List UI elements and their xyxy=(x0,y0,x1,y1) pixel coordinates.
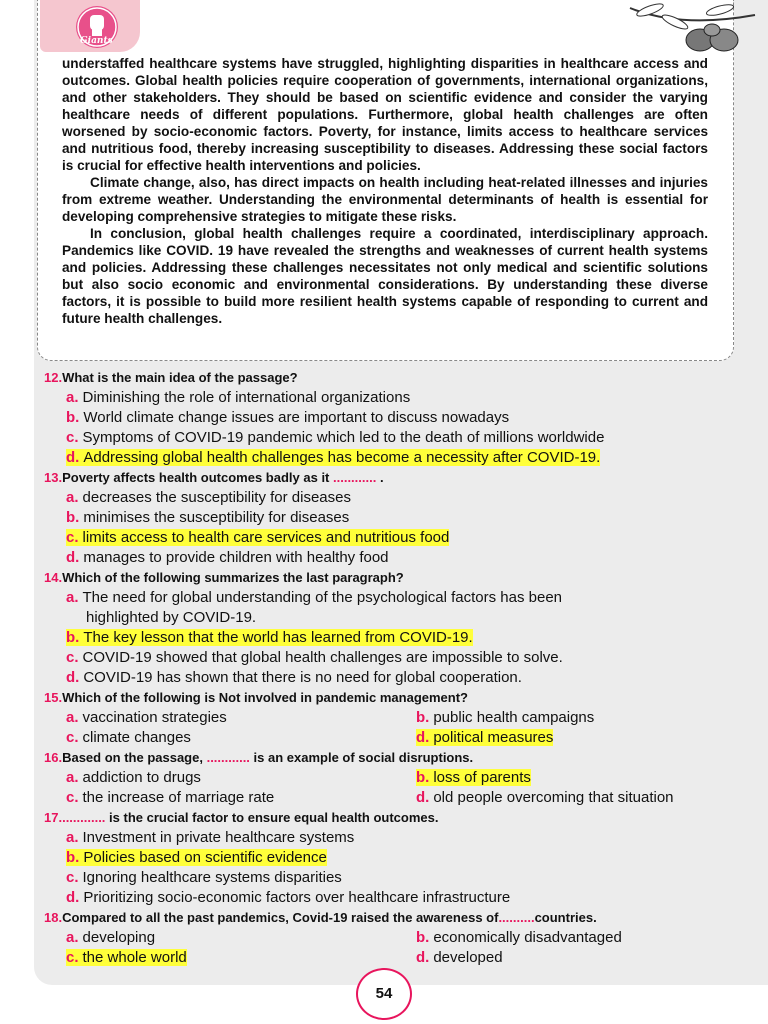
option-text: decreases the susceptibility for diseases xyxy=(82,489,351,506)
answer-option[interactable] xyxy=(394,928,744,948)
option-text: Policies based on scientific evidence xyxy=(83,849,327,866)
answer-option[interactable] xyxy=(394,788,744,808)
question-12 xyxy=(44,368,744,468)
option-text: Ignoring healthcare systems disparities xyxy=(82,869,342,886)
answer-option[interactable] xyxy=(44,448,744,468)
option-letter: a. xyxy=(66,709,79,726)
option-body xyxy=(66,449,600,466)
answer-option[interactable] xyxy=(44,788,394,808)
option-body xyxy=(66,829,354,846)
option-letter: d. xyxy=(66,669,80,686)
answer-option[interactable] xyxy=(44,508,744,528)
question-blank: ............ xyxy=(62,810,106,825)
option-body xyxy=(66,389,410,406)
answer-option[interactable] xyxy=(44,408,744,428)
question-stem xyxy=(44,748,744,768)
option-text: old people overcoming that situation xyxy=(433,789,674,806)
option-text: minimises the susceptibility for diseases xyxy=(83,509,350,526)
answer-option[interactable] xyxy=(44,548,744,568)
option-letter: b. xyxy=(66,849,80,866)
option-letter: a. xyxy=(66,489,79,506)
option-text: the increase of marriage rate xyxy=(82,789,275,806)
option-letter: d. xyxy=(66,549,80,566)
answer-option[interactable] xyxy=(394,728,744,748)
option-letter: d. xyxy=(66,449,80,466)
option-letter: c. xyxy=(66,869,79,886)
option-body xyxy=(66,769,201,786)
question-text-end: is an example of social disruptions. xyxy=(249,750,474,765)
page-number: 54 xyxy=(356,968,412,1020)
answer-option[interactable] xyxy=(394,948,744,968)
question-number: 14. xyxy=(44,570,63,585)
passage-paragraph: understaffed healthcare systems have struggled, highlighting disparities in healthcare access and outcomes. Global health policies require cooperation of governments, international organizations, and other stakeholders. They should be based on scientific evidence and consider the varying healthcare needs of different populations. Furthermore, global health challenges are often worsened by socio-economic factors. Poverty, for instance, limits access to healthcare services and nutritious food, thereby increasing susceptibility to diseases. Addressing these social factors is crucial for effective health interventions and policies. xyxy=(62,56,708,173)
option-row xyxy=(44,948,744,968)
answer-option[interactable] xyxy=(394,768,744,788)
option-row xyxy=(44,768,744,788)
passage-paragraph: In conclusion, global health challenges require a coordinated, interdisciplinary approach. Pandemics like COVID. 19 have revealed the strengths and weaknesses of current health systems and policies. Addressing these challenges necessitates not only medical and scientific solutions but also socio economic and environmental considerations. By understanding these diverse factors, it is possible to build more resilient health systems capable of responding to current and future health challenges. xyxy=(62,226,708,326)
option-row xyxy=(44,788,744,808)
question-15 xyxy=(44,688,744,748)
option-letter: c. xyxy=(66,949,79,966)
option-text: the whole world xyxy=(82,949,187,966)
option-letter: c. xyxy=(66,729,79,746)
option-text: The key lesson that the world has learned from COVID-19. xyxy=(83,629,473,646)
option-letter: a. xyxy=(66,829,79,846)
option-letter: c. xyxy=(66,789,79,806)
option-body xyxy=(66,549,389,566)
answer-option[interactable] xyxy=(44,428,744,448)
answer-option[interactable] xyxy=(44,888,744,908)
option-body xyxy=(66,789,274,806)
option-letter: b. xyxy=(66,629,80,646)
reading-passage xyxy=(62,55,708,327)
option-text: addiction to drugs xyxy=(82,769,201,786)
option-text: World climate change issues are important to discuss nowadays xyxy=(83,409,510,426)
answer-option[interactable] xyxy=(44,768,394,788)
option-text: loss of parents xyxy=(433,769,531,786)
question-stem xyxy=(44,808,744,828)
question-text: What is the main idea of the passage? xyxy=(62,370,298,385)
option-text: Investment in private healthcare systems xyxy=(82,829,355,846)
option-body xyxy=(66,649,563,666)
option-row xyxy=(44,728,744,748)
answer-option[interactable] xyxy=(44,728,394,748)
option-body xyxy=(66,949,187,966)
answer-option[interactable] xyxy=(44,528,744,548)
option-text: developed xyxy=(433,949,503,966)
option-letter: d. xyxy=(416,789,430,806)
option-body xyxy=(66,429,604,446)
option-body xyxy=(66,529,449,546)
option-body xyxy=(66,589,562,606)
option-text: political measures xyxy=(433,729,554,746)
option-text: COVID-19 showed that global health challenges are impossible to solve. xyxy=(82,649,563,666)
option-letter: b. xyxy=(66,409,80,426)
option-text: public health campaigns xyxy=(433,709,595,726)
question-text-end: is the crucial factor to ensure equal health outcomes. xyxy=(105,810,439,825)
option-letter: b. xyxy=(416,709,430,726)
question-number: 15. xyxy=(44,690,63,705)
question-text: Which of the following summarizes the last paragraph? xyxy=(62,570,404,585)
option-letter: c. xyxy=(66,529,79,546)
answer-option[interactable] xyxy=(44,668,744,688)
answer-option[interactable] xyxy=(44,928,394,948)
question-18 xyxy=(44,908,744,968)
answer-option[interactable] xyxy=(44,848,744,868)
question-text: Poverty affects health outcomes badly as it xyxy=(62,470,333,485)
option-body xyxy=(66,869,342,886)
option-text: developing xyxy=(82,929,156,946)
answer-option[interactable] xyxy=(44,488,744,508)
option-text: limits access to health care services and nutritious food xyxy=(82,529,450,546)
option-letter: b. xyxy=(416,769,430,786)
question-number: 13. xyxy=(44,470,63,485)
questions-section xyxy=(44,368,744,968)
option-text: Symptoms of COVID-19 pandemic which led to the death of millions worldwide xyxy=(82,429,605,446)
option-body xyxy=(416,929,622,946)
question-stem xyxy=(44,908,744,928)
option-body xyxy=(66,409,509,426)
question-number: 17. xyxy=(44,810,63,825)
question-blank: .......... xyxy=(498,910,535,925)
option-text: vaccination strategies xyxy=(82,709,227,726)
option-body xyxy=(66,929,155,946)
answer-option[interactable] xyxy=(44,708,394,728)
option-body xyxy=(66,849,327,866)
question-number: 16. xyxy=(44,750,63,765)
brand-logo xyxy=(40,0,140,52)
option-letter: a. xyxy=(66,589,79,606)
option-row xyxy=(44,928,744,948)
question-text: Which of the following is Not involved in pandemic management? xyxy=(62,690,468,705)
option-body xyxy=(66,669,522,686)
option-body xyxy=(66,489,351,506)
option-letter: c. xyxy=(66,649,79,666)
option-body xyxy=(416,709,594,726)
option-letter: d. xyxy=(416,949,430,966)
option-text: economically disadvantaged xyxy=(433,929,622,946)
option-body xyxy=(416,729,553,746)
option-letter: b. xyxy=(66,509,80,526)
option-body xyxy=(66,709,227,726)
option-body xyxy=(66,889,510,906)
option-letter: d. xyxy=(416,729,430,746)
option-body xyxy=(66,729,191,746)
answer-option[interactable] xyxy=(394,708,744,728)
olive-branch-icon xyxy=(620,0,760,60)
passage-paragraph: Climate change, also, has direct impacts on health including heat-related illnesses and injuries from extreme weather. Understanding the environmental determinants of health is essential for developing comprehensive strategies to mitigate these risks. xyxy=(62,175,708,224)
option-letter: b. xyxy=(416,929,430,946)
option-text: climate changes xyxy=(82,729,191,746)
option-letter: c. xyxy=(66,429,79,446)
option-text: Diminishing the role of international organizations xyxy=(82,389,411,406)
option-text: COVID-19 has shown that there is no need for global cooperation. xyxy=(83,669,522,686)
question-blank: ............ xyxy=(206,750,250,765)
option-text-continued: highlighted by COVID-19. xyxy=(86,609,257,626)
option-body xyxy=(66,629,473,646)
answer-option[interactable] xyxy=(44,648,744,668)
question-text-end: countries. xyxy=(534,910,597,925)
question-16 xyxy=(44,748,744,808)
question-text: Based on the passage, xyxy=(62,750,207,765)
question-number: 18. xyxy=(44,910,63,925)
answer-option[interactable] xyxy=(44,828,744,848)
option-body xyxy=(66,509,349,526)
question-blank: ............ xyxy=(333,470,377,485)
option-text: Addressing global health challenges has become a necessity after COVID-19. xyxy=(83,449,601,466)
option-body xyxy=(416,769,531,786)
option-letter: a. xyxy=(66,389,79,406)
option-text: The need for global understanding of the psychological factors has been xyxy=(82,589,563,606)
question-stem xyxy=(44,368,744,388)
option-text: Prioritizing socio-economic factors over healthcare infrastructure xyxy=(83,889,511,906)
question-stem xyxy=(44,688,744,708)
option-letter: a. xyxy=(66,769,79,786)
question-17 xyxy=(44,808,744,908)
option-body xyxy=(416,949,503,966)
option-body xyxy=(416,789,674,806)
answer-option[interactable] xyxy=(44,388,744,408)
question-text: Compared to all the past pandemics, Covid-19 raised the awareness of xyxy=(62,910,499,925)
question-text-end: . xyxy=(376,470,384,485)
logo-text: Giants xyxy=(80,36,113,46)
answer-option[interactable] xyxy=(44,868,744,888)
answer-option[interactable] xyxy=(44,588,686,628)
question-number: 12. xyxy=(44,370,63,385)
question-14 xyxy=(44,568,744,688)
option-letter: d. xyxy=(66,889,80,906)
option-letter: a. xyxy=(66,929,79,946)
answer-option[interactable] xyxy=(44,948,394,968)
option-text: manages to provide children with healthy food xyxy=(83,549,389,566)
question-stem xyxy=(44,568,744,588)
option-row xyxy=(44,708,744,728)
answer-option[interactable] xyxy=(44,628,744,648)
question-13 xyxy=(44,468,744,568)
question-stem xyxy=(44,468,744,488)
